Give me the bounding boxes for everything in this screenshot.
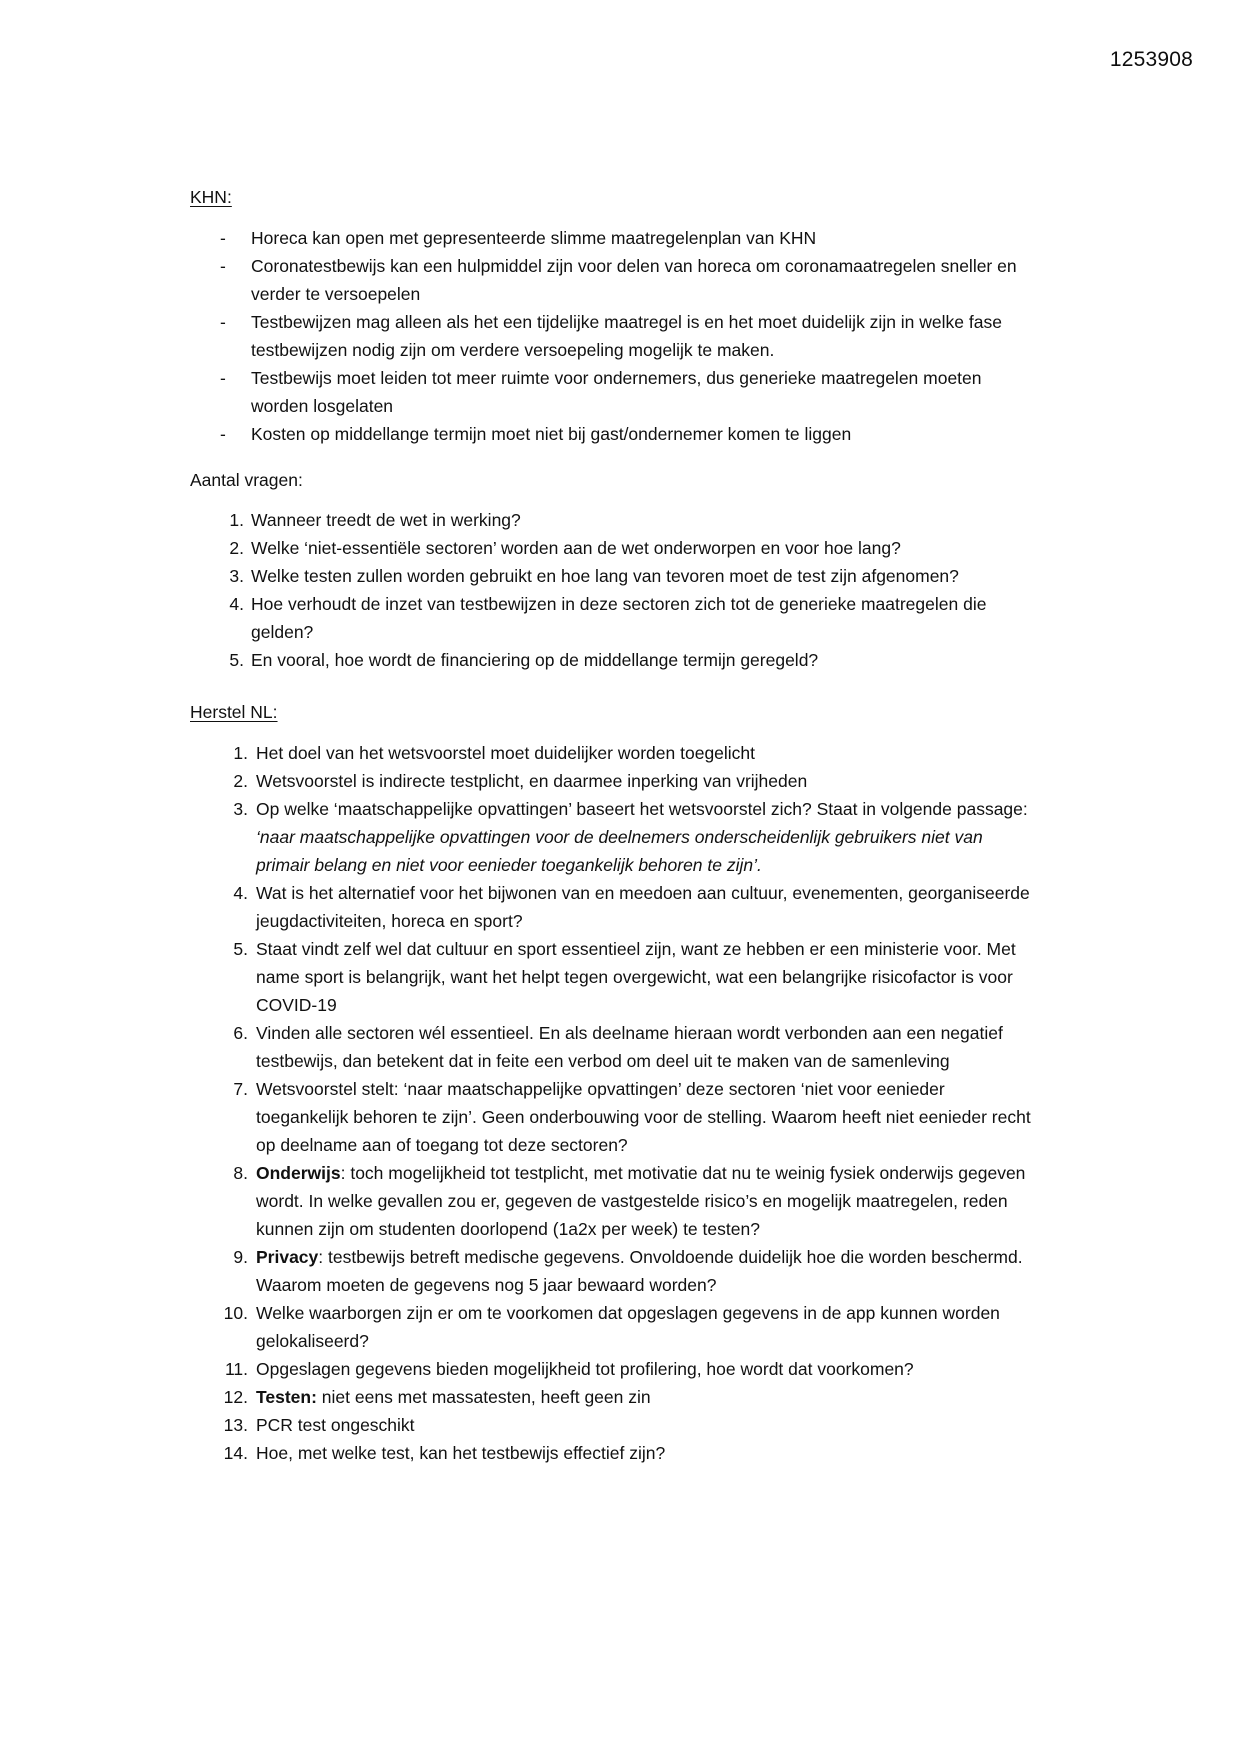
list-number: 3. — [233, 799, 248, 820]
list-item-text: Welke testen zullen worden gebruikt en hoe lang van tevoren moet de test zijn afgenomen? — [251, 565, 959, 586]
list-number: 2. — [233, 771, 248, 792]
list-number: 2. — [229, 537, 244, 558]
list-item-text: Wetsvoorstel is indirecte testplicht, en daarmee inperking van vrijheden — [256, 771, 808, 792]
list-number: 6. — [233, 1023, 248, 1044]
list-item-text: Wanneer treedt de wet in werking? — [251, 509, 521, 530]
dash-bullet: - — [220, 424, 226, 445]
list-number: 7. — [233, 1079, 248, 1100]
list-item — [190, 1243, 1035, 1299]
list-item — [190, 935, 1035, 1019]
list-item-text: Coronatestbewijs kan een hulpmiddel zijn voor delen van horeca om coronamaatregelen sneller en verder te versoepelen — [251, 256, 1017, 305]
list-item-text: Testbewijs moet leiden tot meer ruimte voor ondernemers, dus generieke maatregelen moeten worden losgelaten — [251, 368, 982, 417]
list-item-quote: ‘naar maatschappelijke opvattingen voor de deelnemers onderscheidenlijk gebruikers niet van primair belang en niet voor eenieder toegankelijk behoren te zijn’. — [256, 827, 983, 876]
list-number: 3. — [229, 565, 244, 586]
list-item-text: Vinden alle sectoren wél essentieel. En als deelname hieraan wordt verbonden aan een negatief testbewijs, dan betekent dat in feite een verbod om deel uit te maken van de samenleving — [256, 1023, 1003, 1072]
list-item — [190, 1411, 1035, 1439]
list-item-text: Welke ‘niet-essentiële sectoren’ worden aan de wet onderworpen en voor hoe lang? — [251, 537, 901, 558]
list-item — [190, 1075, 1035, 1159]
list-item-label: Privacy — [256, 1247, 319, 1268]
section-heading-khn — [190, 185, 1035, 210]
list-item-text: Hoe, met welke test, kan het testbewijs effectief zijn? — [256, 1443, 666, 1464]
aantal-vragen-list — [190, 506, 1035, 674]
list-item-text: Wat is het alternatief voor het bijwonen van en meedoen aan cultuur, evenementen, georganiseerde jeugdactiviteiten, horeca en sport? — [256, 883, 1030, 932]
list-item-text: Testbewijzen mag alleen als het een tijdelijke maatregel is en het moet duidelijk zijn in welke fase testbewijzen nodig zijn om verdere versoepeling mogelijk te maken. — [251, 312, 1002, 361]
list-item — [190, 308, 1035, 364]
dash-bullet: - — [220, 368, 226, 389]
khn-list — [190, 224, 1035, 448]
section-heading-herstel-nl-label: Herstel NL: — [190, 701, 278, 722]
list-item-text: Het doel van het wetsvoorstel moet duidelijker worden toegelicht — [256, 743, 756, 764]
list-item — [190, 1019, 1035, 1075]
list-number: 9. — [233, 1247, 248, 1268]
list-item — [190, 590, 1035, 646]
list-item-text: : testbewijs betreft medische gegevens. Onvoldoende duidelijk hoe die worden beschermd. Waarom moeten de gegevens nog 5 jaar bewaard worden? — [256, 1247, 1023, 1296]
list-number: 8. — [233, 1163, 248, 1184]
section-heading-khn-label: KHN: — [190, 187, 232, 207]
list-item-text-lead: Op welke ‘maatschappelijke opvattingen’ baseert het wetsvoorstel zich? Staat in volgende passage: — [256, 799, 1028, 820]
list-item — [190, 795, 1035, 879]
list-item — [190, 1355, 1035, 1383]
dash-bullet: - — [220, 312, 226, 333]
list-item — [190, 534, 1035, 562]
document-number: 1253908 — [1109, 48, 1193, 71]
list-item-text: Welke waarborgen zijn er om te voorkomen dat opgeslagen gegevens in de app kunnen worden gelokaliseerd? — [256, 1303, 1000, 1352]
list-item — [190, 562, 1035, 590]
list-item — [190, 739, 1035, 767]
section-heading-aantal-vragen — [190, 468, 1035, 493]
list-number: 1. — [229, 509, 244, 530]
list-item-label: Onderwijs — [256, 1163, 341, 1184]
list-item-text: En vooral, hoe wordt de financiering op de middellange termijn geregeld? — [251, 649, 819, 670]
list-item — [190, 1383, 1035, 1411]
list-number: 5. — [233, 939, 248, 960]
list-item — [190, 767, 1035, 795]
list-item — [190, 1159, 1035, 1243]
list-number: 12. — [223, 1387, 248, 1408]
list-item-text: niet eens met massatesten, heeft geen zin — [316, 1387, 651, 1408]
list-item — [190, 1439, 1035, 1467]
list-item — [190, 1299, 1035, 1355]
list-number: 10. — [223, 1303, 248, 1324]
list-item-text: Wetsvoorstel stelt: ‘naar maatschappelijke opvattingen’ deze sectoren ‘niet voor eenieder toegankelijk behoren te zijn’. Geen onderbouwing voor de stelling. Waarom heeft niet eenieder recht op deelname aan of toegang tot deze sectoren? — [256, 1079, 1031, 1156]
list-item-text: Opgeslagen gegevens bieden mogelijkheid tot profilering, hoe wordt dat voorkomen? — [256, 1359, 914, 1380]
list-item-text: Kosten op middellange termijn moet niet bij gast/ondernemer komen te liggen — [251, 424, 852, 445]
list-item — [190, 506, 1035, 534]
list-item-text: PCR test ongeschikt — [256, 1415, 415, 1436]
list-number: 14. — [223, 1443, 248, 1464]
list-item-text: Staat vindt zelf wel dat cultuur en sport essentieel zijn, want ze hebben er een ministerie voor. Met name sport is belangrijk, want het helpt tegen overgewicht, wat een belangrijke risicofactor is voor COVID-19 — [256, 939, 1016, 1016]
section-heading-herstel-nl — [190, 700, 1035, 725]
list-item — [190, 364, 1035, 420]
list-number: 1. — [233, 743, 248, 764]
list-item-text: Horeca kan open met gepresenteerde slimme maatregelenplan van KHN — [251, 228, 817, 249]
list-item — [190, 879, 1035, 935]
list-number: 5. — [229, 649, 244, 670]
dash-bullet: - — [220, 256, 226, 277]
list-item-text: : toch mogelijkheid tot testplicht, met motivatie dat nu te weinig fysiek onderwijs gegeven wordt. In welke gevallen zou er, gegeven de vastgestelde risico’s en mogelijk maatregelen, reden kunnen zijn om studenten doorlopend (1a2x per week) te testen? — [256, 1163, 1026, 1240]
herstel-nl-list — [190, 739, 1035, 1467]
list-item — [190, 224, 1035, 252]
list-number: 11. — [224, 1359, 248, 1380]
list-number: 13. — [223, 1415, 248, 1436]
dash-bullet: - — [220, 228, 226, 249]
list-number: 4. — [229, 593, 244, 614]
list-item-text: Hoe verhoudt de inzet van testbewijzen in deze sectoren zich tot de generieke maatregelen die gelden? — [251, 593, 987, 642]
list-item — [190, 646, 1035, 674]
section-heading-aantal-vragen-label: Aantal vragen: — [190, 470, 303, 491]
list-item — [190, 252, 1035, 308]
list-item-label: Testen: — [256, 1387, 317, 1408]
document-body — [190, 185, 1035, 1467]
list-item — [190, 420, 1035, 448]
list-number: 4. — [233, 883, 248, 904]
